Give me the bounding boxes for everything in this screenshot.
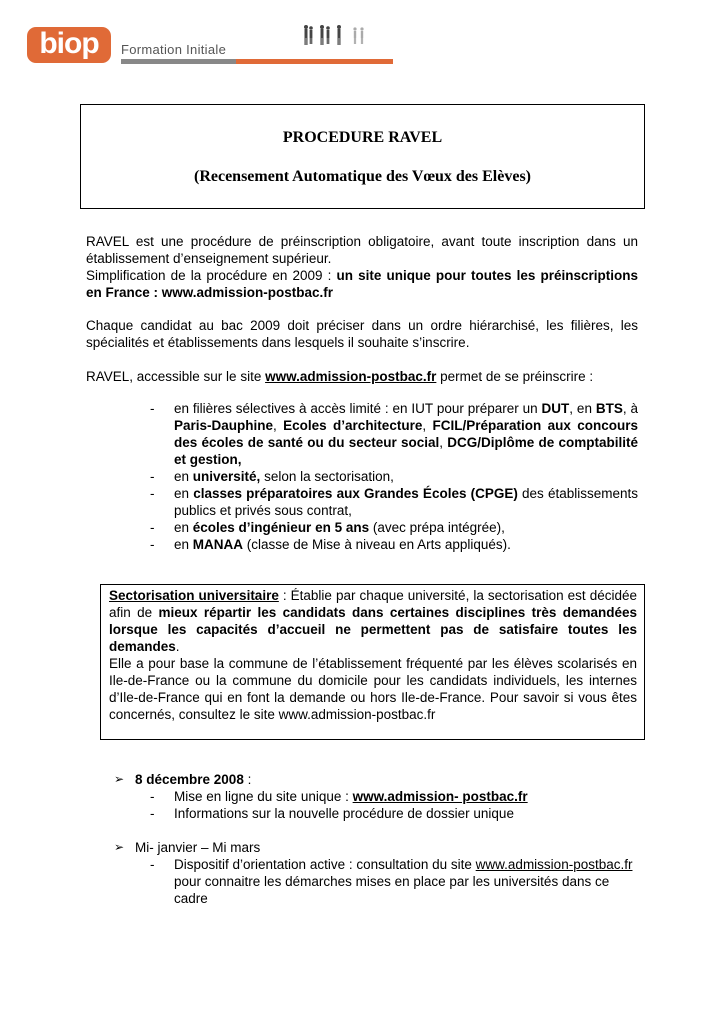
dash-marker: - [150, 401, 155, 416]
item-text: en [174, 537, 193, 552]
item-text: en [174, 486, 194, 501]
item-text: en [174, 469, 193, 484]
item-text: , [439, 435, 448, 450]
item-bold: BTS [595, 401, 623, 416]
dash-marker: - [150, 469, 155, 484]
document-subtitle: (Recensement Automatique des Vœux des Elèves) [193, 168, 531, 185]
item-text: , en [569, 401, 596, 416]
timeline-list [114, 788, 638, 822]
header-title: Formation Initiale [121, 42, 227, 57]
arrow-bullet-icon: ➢ [114, 840, 125, 854]
item-text: (classe de Mise à niveau en Arts appliqués). [243, 537, 511, 552]
timeline-heading [114, 839, 638, 856]
sectorisation-highlight: mieux répartir les candidats dans certaines disciplines très demandées lorsque les capacités d’accueil ne permettent pas de satisfaire toutes les demandes [109, 605, 637, 654]
dash-marker: - [150, 537, 155, 552]
admission-postbac-link[interactable]: www.admission-postbac.fr [475, 857, 633, 872]
intro-paragraph [86, 233, 638, 301]
document-title: PROCEDURE RAVEL [282, 129, 443, 146]
arrow-bullet-icon: ➢ [114, 772, 125, 786]
list-item [150, 519, 638, 536]
page-header [0, 0, 725, 80]
list-item [150, 468, 638, 485]
item-text: , [273, 418, 284, 433]
list-item [150, 400, 638, 468]
timeline-text: : [243, 772, 252, 787]
item-text: en [174, 520, 193, 535]
item-bold: écoles d’ingénieur en 5 ans [192, 520, 370, 535]
item-text: Dispositif d’orientation active : consultation du site [174, 857, 476, 872]
dash-marker: - [150, 806, 155, 821]
item-bold: Paris-Dauphine [174, 418, 274, 433]
biop-logo: biop [27, 27, 111, 63]
list-item [150, 536, 638, 553]
header-divider [121, 59, 393, 64]
intro-text: Simplification de la procédure en 2009 : [86, 268, 337, 283]
item-bold: DCG/Diplôme de comptabilité et gestion, [174, 435, 638, 467]
choices-list [150, 400, 638, 553]
access-text: permet de se préinscrire : [436, 369, 594, 384]
list-item [150, 805, 638, 822]
list-item [150, 485, 638, 519]
item-text: , [422, 418, 433, 433]
item-bold: Ecoles d’architecture [283, 418, 423, 433]
admission-postbac-link[interactable]: www.admission-postbac.fr [265, 369, 437, 384]
dash-marker: - [150, 857, 155, 872]
access-text: RAVEL, accessible sur le site [86, 369, 266, 384]
item-bold: université, [192, 469, 261, 484]
sectorisation-text: . [175, 639, 180, 654]
item-bold: DUT [541, 401, 570, 416]
people-figures-icon [300, 24, 370, 46]
timeline-list [114, 856, 638, 907]
access-paragraph [86, 368, 638, 385]
intro-highlight: un site unique pour toutes les préinscriptions en France : www.admission-postbac.fr [86, 268, 638, 300]
item-text: Informations sur la nouvelle procédure de dossier unique [174, 806, 514, 821]
dash-marker: - [150, 520, 155, 535]
title-box [80, 104, 645, 209]
list-item [150, 788, 638, 805]
dash-marker: - [150, 789, 155, 804]
sectorisation-box [100, 584, 645, 740]
item-text: pour connaitre les démarches mises en place par les universités dans ce cadre [174, 874, 610, 906]
admission-postbac-link[interactable]: www.admission- postbac.fr [352, 789, 528, 804]
sectorisation-text: Elle a pour base la commune de l’établissement fréquenté par les élèves scolarisés en Ile-de-France ou la commune du domicile pour les candidats individuels, les internes d’Ile-de-France qui en font la demande ou hors Ile-de-France. Pour savoir si vous êtes concernés, consultez le site www.admission-postbac.fr [109, 656, 637, 722]
item-text: en filières sélectives à accès limité : en IUT pour préparer un [174, 401, 542, 416]
item-text: Mise en ligne du site unique : [174, 789, 353, 804]
timeline-date: Mi- janvier – Mi mars [135, 840, 261, 855]
item-text: des établissements publics et privés sous contrat, [174, 486, 638, 518]
candidate-paragraph: Chaque candidat au bac 2009 doit préciser dans un ordre hiérarchisé, les filières, les spécialités et établissements dans lesquels il souhaite s’inscrire. [86, 318, 638, 350]
intro-text: RAVEL est une procédure de préinscription obligatoire, avant toute inscription dans un établissement d’enseignement supérieur. [86, 234, 638, 266]
dash-marker: - [150, 486, 155, 501]
list-item [150, 856, 638, 907]
item-bold: FCIL/Préparation aux concours des écoles de santé ou du secteur social [174, 418, 638, 450]
item-text: (avec prépa intégrée), [369, 520, 505, 535]
item-bold: MANAA [192, 537, 244, 552]
item-text: selon la sectorisation, [260, 469, 394, 484]
item-text: , à [622, 401, 638, 416]
timeline-entry [114, 771, 638, 822]
item-bold: classes préparatoires aux Grandes Écoles (CPGE) [193, 486, 518, 501]
timeline-heading [114, 771, 638, 788]
sectorisation-text: : Établie par chaque université, la sectorisation est décidée afin de [109, 588, 637, 620]
timeline-date: 8 décembre 2008 [135, 772, 244, 787]
timeline-entry [114, 839, 638, 907]
sectorisation-heading: Sectorisation universitaire [109, 588, 279, 603]
